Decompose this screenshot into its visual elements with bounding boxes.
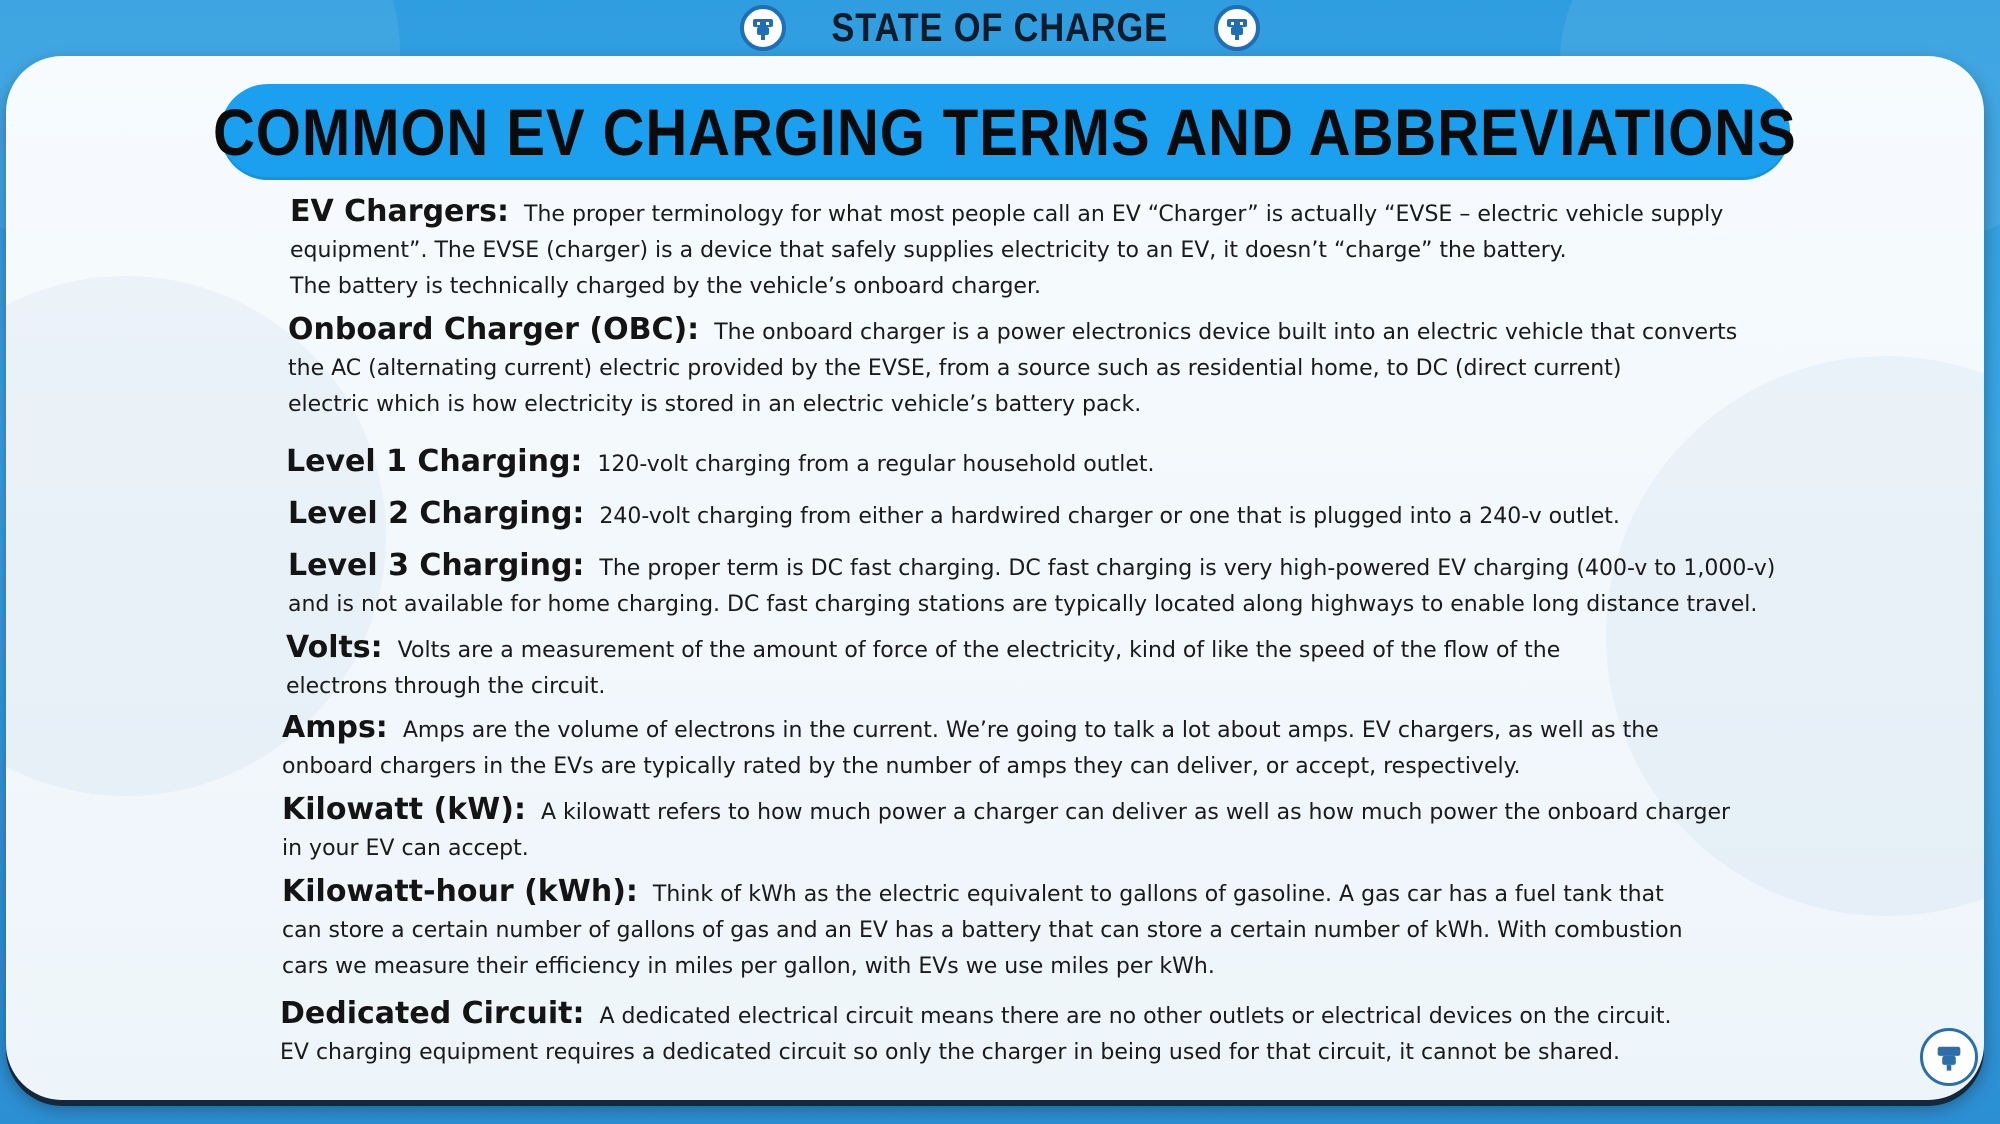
page-title: COMMON EV CHARGING TERMS AND ABBREVIATIONS bbox=[213, 95, 1797, 169]
term-name: Dedicated Circuit: bbox=[280, 996, 585, 1031]
terms-card bbox=[6, 56, 1984, 1100]
term-onboard-charger bbox=[288, 312, 1737, 423]
terms-list bbox=[6, 56, 1984, 1100]
term-description: A kilowatt refers to how much power a charger can deliver as well as how much power the onboard charger bbox=[540, 800, 1731, 825]
term-description: Think of kWh as the electric equivalent to gallons of gasoline. A gas car has a fuel tank that bbox=[652, 882, 1664, 907]
term-description: electrons through the circuit. bbox=[286, 674, 606, 699]
term-ev-chargers bbox=[290, 194, 1723, 305]
term-name: Level 3 Charging: bbox=[288, 548, 585, 583]
term-dedicated-circuit bbox=[280, 996, 1671, 1071]
term-name: Level 1 Charging: bbox=[286, 444, 583, 479]
term-level-1-charging bbox=[286, 444, 1155, 483]
term-description: The onboard charger is a power electronics device built into an electric vehicle that converts bbox=[714, 320, 1738, 345]
term-description: The proper term is DC fast charging. DC fast charging is very high-powered EV charging (400-v to 1,000-v) bbox=[599, 556, 1776, 581]
term-description: EV charging equipment requires a dedicated circuit so only the charger in being used for that circuit, it cannot be shared. bbox=[280, 1040, 1620, 1065]
term-description: can store a certain number of gallons of gas and an EV has a battery that can store a certain number of kWh. With combustion bbox=[282, 918, 1683, 943]
brand-header bbox=[0, 0, 2000, 56]
term-description: cars we measure their efficiency in miles per gallon, with EVs we use miles per kWh. bbox=[282, 954, 1215, 979]
term-name: Amps: bbox=[282, 710, 388, 745]
term-description: equipment”. The EVSE (charger) is a device that safely supplies electricity to an EV, it doesn’t “charge” the battery. bbox=[290, 238, 1567, 263]
term-level-3-charging bbox=[288, 548, 1775, 623]
term-description: 120-volt charging from a regular household outlet. bbox=[597, 452, 1155, 477]
term-description: The battery is technically charged by the vehicle’s onboard charger. bbox=[290, 274, 1041, 299]
term-description: Volts are a measurement of the amount of force of the electricity, kind of like the speed of the flow of the bbox=[397, 638, 1561, 663]
term-description: the AC (alternating current) electric provided by the EVSE, from a source such as residential home, to DC (direct current) bbox=[288, 356, 1622, 381]
term-description: Amps are the volume of electrons in the current. We’re going to talk a lot about amps. EV chargers, as well as the bbox=[402, 718, 1659, 743]
term-level-2-charging bbox=[288, 496, 1620, 535]
term-name: EV Chargers: bbox=[290, 194, 510, 229]
term-name: Kilowatt (kW): bbox=[282, 792, 526, 827]
watermark-logo-icon bbox=[1920, 1028, 1978, 1086]
term-name: Kilowatt-hour (kWh): bbox=[282, 874, 638, 909]
term-name: Volts: bbox=[286, 630, 383, 665]
term-volts bbox=[286, 630, 1560, 705]
term-description: electric which is how electricity is stored in an electric vehicle’s battery pack. bbox=[288, 392, 1142, 417]
brand-name: STATE OF CHARGE bbox=[831, 5, 1169, 50]
term-kilowatt-hour bbox=[282, 874, 1683, 985]
term-kilowatt bbox=[282, 792, 1730, 867]
term-name: Level 2 Charging: bbox=[288, 496, 585, 531]
plug-shield-icon bbox=[740, 5, 786, 51]
term-description: in your EV can accept. bbox=[282, 836, 529, 861]
term-description: The proper terminology for what most people call an EV “Charger” is actually “EVSE – electric vehicle supply bbox=[524, 202, 1724, 227]
term-description: onboard chargers in the EVs are typically rated by the number of amps they can deliver, or accept, respectively. bbox=[282, 754, 1521, 779]
term-description: 240-volt charging from either a hardwired charger or one that is plugged into a 240-v outlet. bbox=[599, 504, 1620, 529]
term-description: A dedicated electrical circuit means there are no other outlets or electrical devices on the circuit. bbox=[599, 1004, 1672, 1029]
term-amps bbox=[282, 710, 1659, 785]
term-name: Onboard Charger (OBC): bbox=[288, 312, 700, 347]
plug-shield-icon bbox=[1214, 5, 1260, 51]
term-description: and is not available for home charging. DC fast charging stations are typically located along highways to enable long distance travel. bbox=[288, 592, 1758, 617]
